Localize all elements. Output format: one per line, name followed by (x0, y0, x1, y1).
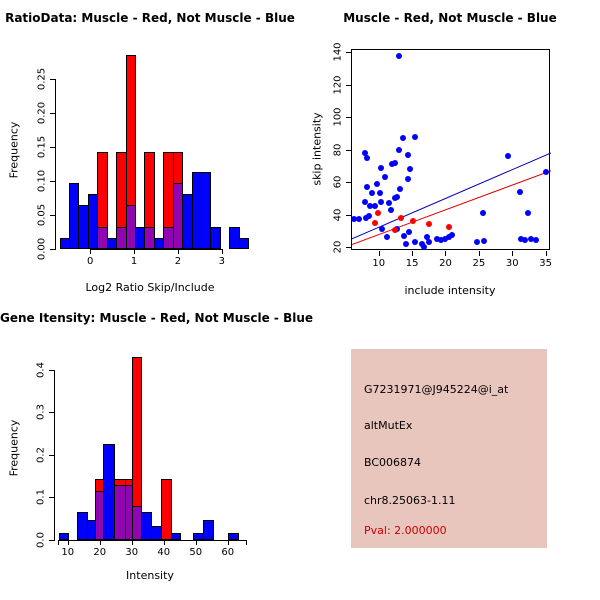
scatter-plot (332, 42, 553, 269)
x-axis-tick (164, 540, 165, 545)
x-axis-tick (412, 251, 413, 256)
y-axis-tick (346, 150, 351, 151)
scatter-point-blue (517, 189, 523, 195)
x-axis-tick-label: 2 (174, 256, 182, 267)
scatter-point-blue (397, 186, 403, 192)
x-axis-end-tick (246, 540, 247, 545)
scatter-point-blue (400, 135, 406, 141)
scatter-point-red (426, 221, 432, 227)
scatter-point-blue (379, 226, 385, 232)
scatter-point-blue (377, 190, 383, 196)
scatter-point-blue (351, 216, 357, 222)
y-axis-tick (50, 215, 55, 216)
scatter-xlabel: include intensity (404, 284, 496, 297)
x-axis-tick-label: 25 (472, 258, 486, 269)
y-axis-tick-label: 0.20 (36, 101, 48, 125)
y-axis-tick (49, 497, 54, 498)
histogram-bar (210, 227, 220, 249)
scatter-point-blue (394, 194, 400, 200)
y-axis-tick (50, 79, 55, 80)
ratio-histogram-title: RatioData: Muscle - Red, Not Muscle - Blue (5, 11, 295, 25)
x-axis-tick-label: 10 (372, 258, 386, 269)
x-axis-tick (445, 251, 446, 256)
scatter-point-blue (480, 210, 486, 216)
y-axis-tick (50, 147, 55, 148)
y-axis-line (54, 370, 55, 541)
scatter-point-blue (364, 155, 370, 161)
scatter-point-red (375, 210, 381, 216)
scatter-point-blue (481, 238, 487, 244)
scatter-point-blue (388, 207, 394, 213)
x-axis-tick-label: 15 (405, 258, 419, 269)
scatter-point-blue (405, 176, 411, 182)
scatter-point-blue (364, 184, 370, 190)
x-axis-tick-label: 60 (221, 547, 235, 558)
y-axis-tick-label: 20 (332, 240, 344, 254)
y-axis-tick (50, 249, 55, 250)
x-axis-line (90, 249, 222, 250)
histogram-bar (228, 533, 239, 540)
x-axis-tick (100, 540, 101, 545)
y-axis-tick (49, 370, 54, 371)
x-axis-tick (228, 540, 229, 545)
x-axis-tick-label: 35 (539, 258, 553, 269)
scatter-point-blue (533, 237, 539, 243)
scatter-point-blue (369, 190, 375, 196)
gene-info-box (351, 349, 547, 548)
regression-lines (352, 50, 551, 251)
x-axis-tick-label: 1 (130, 256, 138, 267)
y-axis-line (55, 79, 56, 250)
y-axis-tick-label: 0.2 (35, 446, 47, 463)
histogram-bar (161, 479, 172, 540)
x-axis-tick (90, 249, 91, 254)
y-axis-tick-label: 60 (332, 175, 344, 189)
pval-text: Pval: 2.000000 (364, 524, 447, 537)
scatter-point-blue (403, 241, 409, 247)
x-axis-tick-label: 20 (93, 547, 107, 558)
histogram-bar (239, 238, 249, 249)
y-axis-tick (346, 117, 351, 118)
y-axis-tick-label: 0.00 (36, 237, 48, 261)
ratio-histogram-panel (0, 0, 300, 300)
x-axis-tick (196, 540, 197, 545)
probe-id-text: G7231971@J945224@i_at (364, 383, 509, 396)
x-axis-tick-label: 3 (218, 256, 225, 267)
scatter-point-blue (426, 239, 432, 245)
y-axis-tick (346, 85, 351, 86)
scatter-point-red (392, 227, 398, 233)
scatter-point-blue (406, 229, 412, 235)
scatter-point-blue (378, 165, 384, 171)
intensity-histogram-title: Gene Itensity: Muscle - Red, Not Muscle - Blue (0, 311, 314, 325)
x-axis-tick (512, 251, 513, 256)
x-axis-tick-label: 30 (125, 547, 139, 558)
x-axis-tick (222, 249, 223, 254)
scatter-point-red (372, 220, 378, 226)
x-axis-tick (178, 249, 179, 254)
y-axis-tick-label: 0.25 (36, 68, 48, 91)
ratio-histogram-ylabel: Frequency (7, 121, 21, 179)
scatter-point-blue (384, 234, 390, 240)
gene-info-panel (300, 300, 600, 600)
x-axis-tick (132, 540, 133, 545)
histogram-bar (171, 533, 182, 540)
histogram-bar (203, 520, 214, 540)
y-axis-tick-label: 120 (332, 75, 344, 95)
intensity-histogram-plot (35, 356, 247, 558)
scatter-point-blue (543, 169, 549, 175)
y-axis-tick-label: 140 (332, 42, 344, 62)
x-axis-tick-label: 0 (87, 256, 94, 267)
scatter-point-red (410, 218, 416, 224)
intensity-histogram-xlabel: Intensity (126, 569, 174, 582)
x-axis-tick (546, 251, 547, 256)
y-axis-tick (346, 182, 351, 183)
scatter-point-blue (386, 200, 392, 206)
y-axis-tick (346, 215, 351, 216)
intensity-histogram-panel (0, 300, 314, 600)
scatter-point-blue (474, 239, 480, 245)
scatter-point-blue (396, 53, 402, 59)
scatter-point-blue (378, 199, 384, 205)
scatter-point-blue (405, 152, 411, 158)
scatter-panel (300, 0, 600, 300)
histogram-bar (59, 533, 69, 540)
y-axis-tick-label: 0.0 (35, 532, 47, 548)
intensity-histogram-ylabel: Frequency (7, 419, 21, 477)
y-axis-tick-label: 0.15 (36, 135, 48, 159)
y-axis-tick (346, 52, 351, 53)
scatter-point-blue (421, 244, 427, 250)
y-axis-tick-label: 80 (332, 143, 344, 157)
x-axis-tick-label: 40 (157, 547, 171, 558)
locus-text: chr8.25063-1.11 (364, 494, 456, 507)
y-axis-tick-label: 0.3 (35, 404, 47, 421)
ratio-histogram-plot (36, 52, 249, 267)
y-axis-tick-label: 0.10 (36, 169, 48, 193)
y-axis-tick-label: 100 (332, 107, 344, 127)
scatter-point-blue (412, 134, 418, 140)
x-axis-tick-label: 50 (189, 547, 203, 558)
y-axis-tick (50, 113, 55, 114)
scatter-point-blue (525, 210, 531, 216)
x-axis-end-tick (58, 540, 59, 545)
y-axis-tick-label: 0.1 (35, 489, 47, 506)
y-axis-tick (50, 181, 55, 182)
scatter-title: Muscle - Red, Not Muscle - Blue (343, 11, 557, 25)
scatter-point-blue (449, 232, 455, 238)
scatter-point-blue (412, 239, 418, 245)
x-axis-tick-label: 10 (61, 547, 75, 558)
scatter-point-blue (407, 166, 413, 172)
scatter-point-red (446, 224, 452, 230)
y-axis-tick-label: 0.05 (36, 203, 48, 227)
y-axis-tick (49, 540, 54, 541)
y-axis-tick-label: 0.4 (35, 361, 47, 378)
x-axis-tick-label: 30 (505, 258, 519, 269)
scatter-point-blue (396, 147, 402, 153)
y-axis-tick (346, 247, 351, 248)
scatter-point-blue (363, 215, 369, 221)
x-axis-tick (68, 540, 69, 545)
y-axis-tick (49, 455, 54, 456)
x-axis-tick (479, 251, 480, 256)
scatter-point-red (398, 215, 404, 221)
scatter-point-blue (505, 153, 511, 159)
scatter-point-blue (382, 174, 388, 180)
scatter-point-blue (392, 160, 398, 166)
x-axis-tick-label: 20 (439, 258, 452, 269)
x-axis-line (58, 540, 247, 541)
event-type-text: altMutEx (364, 419, 413, 432)
scatter-point-blue (374, 181, 380, 187)
x-axis-tick (134, 249, 135, 254)
scatter-point-blue (372, 203, 378, 209)
scatter-ylabel: skip intensity (310, 112, 324, 186)
accession-text: BC006874 (364, 456, 422, 469)
y-axis-tick-label: 40 (332, 208, 344, 221)
ratio-histogram-xlabel: Log2 Ratio Skip/Include (85, 281, 215, 294)
x-axis-tick (379, 251, 380, 256)
y-axis-tick (49, 412, 54, 413)
